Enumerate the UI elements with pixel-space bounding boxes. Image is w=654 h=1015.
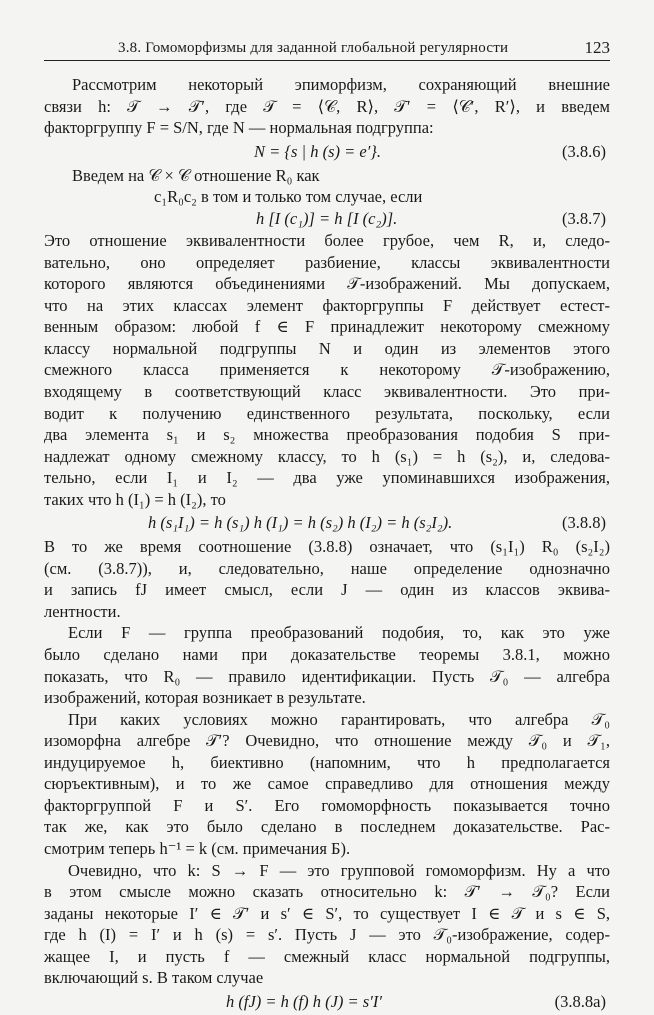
- equation-formula: h (s₁I₁) = h (s₁) h (I₁) = h (s₂) h (I₂) = h (s₂I₂).: [148, 513, 453, 533]
- text-line: Введем на 𝒞 × 𝒞 отношение R₀ как: [72, 165, 320, 185]
- equation-3-8-8a: [44, 989, 610, 1015]
- text-line: сюръективным), и то же самое справедливо для отношения между: [44, 774, 610, 794]
- text-line: (см. (3.8.7)), и, следовательно, наше определение однозначно: [44, 558, 610, 578]
- text-line: Это отношение эквивалентности более грубое, чем R, и, следо-: [44, 231, 610, 251]
- text-line: так же, как это было сделано в последнем доказательстве. Рас-: [44, 817, 610, 837]
- text-line: Рассмотрим некоторый эпиморфизм, сохраняющий внешние: [72, 75, 610, 94]
- equation-formula: h [I (c₁)] = h [I (c₂)].: [256, 209, 398, 229]
- text-line: заданы некоторые I′ ∈ 𝒯′ и s′ ∈ S′, то существует I ∈ 𝒯 и s ∈ S,: [44, 903, 610, 923]
- text-line: входящему в соответствующий класс эквивалентности. Это при-: [44, 382, 610, 402]
- text-line: При каких условиях можно гарантировать, что алгебра 𝒯₀: [68, 709, 610, 729]
- text-line: где h (I) = I′ и h (s) = s′. Пусть J — это 𝒯₀-изображение, содер-: [44, 925, 610, 945]
- text-line: два элемента s₁ и s₂ множества преобразования подобия S при-: [44, 425, 610, 445]
- text-line: индуцируемое h, биективно (напомним, что h предполагается: [44, 752, 610, 772]
- text-line: изображений, которая возникает в результате.: [44, 688, 366, 708]
- text-line: которого являются объединениями 𝒯-изображений. Мы допускаем,: [44, 274, 610, 294]
- text-line: что на этих классах элемент факторгруппы F действует естест-: [44, 295, 610, 315]
- equation-3-8-7-condition: [44, 186, 610, 208]
- text-line: включающий s. В таком случае: [44, 968, 264, 988]
- page-number: 123: [584, 38, 610, 57]
- text-line: Очевидно, что k: S → F — это групповой гомоморфизм. Ну а что: [68, 860, 610, 880]
- equation-3-8-8: [44, 510, 610, 536]
- text-line: Если F — группа преобразований подобия, то, как это уже: [68, 623, 610, 643]
- text-line: тельно, если I₁ и I₂ — два уже упоминавшихся изображения,: [44, 468, 610, 488]
- text-line: В то же время соотношение (3.8.8) означает, что (s₁I₁) R₀ (s₂I₂): [44, 537, 610, 557]
- text-line: факторгруппу F = S/N, где N — нормальная подгруппа:: [44, 118, 434, 138]
- equation-number: (3.8.8a): [554, 991, 606, 1011]
- text-line: надлежат одному смежному классу, то h (s₁) = h (s₂), и, следова-: [44, 446, 610, 466]
- text-line: показать, что R₀ — правило идентификации. Пусть 𝒯₀ — алгебра: [44, 666, 610, 686]
- text-line: связи h: 𝒯 → 𝒯′, где 𝒯 = ⟨𝒞, R⟩, 𝒯′ = ⟨𝒞′, R′⟩, и введем: [44, 96, 610, 116]
- text-line: таких что h (I₁) = h (I₂), то: [44, 489, 226, 509]
- text-line: венным образом: любой f ∈ F принадлежит некоторому смежному: [44, 317, 610, 337]
- text-line: изоморфна алгебре 𝒯′? Очевидно, что отношение между 𝒯₀ и 𝒯₁,: [44, 731, 610, 751]
- text-line: в этом смысле можно сказать относительно k: 𝒯′ → 𝒯₀? Если: [44, 882, 610, 902]
- text-line: и запись fJ имеет смысл, если J — один из классов эквива-: [44, 580, 610, 600]
- page-header: [44, 36, 610, 61]
- equation-number: (3.8.7): [562, 209, 606, 229]
- running-title: 3.8. Гомоморфизмы для заданной глобальной регулярности: [118, 40, 509, 56]
- equation-number: (3.8.6): [562, 141, 606, 161]
- text-line: вательно, оно определяет разбиение, классы эквивалентности: [44, 252, 610, 272]
- equation-number: (3.8.8): [562, 513, 606, 533]
- equation-formula: N = {s | h (s) = e′}.: [254, 141, 382, 161]
- equation-3-8-6: [44, 139, 610, 165]
- text-line: лентности.: [44, 601, 121, 621]
- text-line: водит к получению единственного результата, поскольку, если: [44, 403, 610, 423]
- page-body: [44, 74, 610, 1015]
- equation-3-8-7: [44, 208, 610, 230]
- equation-condition: c₁R₀c₂ в том и только том случае, если: [154, 187, 423, 207]
- text-line: было сделано нами при доказательстве теоремы 3.8.1, можно: [44, 645, 610, 665]
- equation-formula: h (fJ) = h (f) h (J) = s′I′: [226, 991, 382, 1011]
- text-line: факторгруппой F и S′. Его гомоморфность показывается точно: [44, 795, 610, 815]
- text-line: классу нормальной подгруппы N и один из элементов этого: [44, 338, 610, 358]
- text-line: жащее I, и пусть f — смежный класс нормальной подгруппы,: [44, 946, 610, 966]
- text-line: смежного класса применяется к некоторому 𝒯-изображению,: [44, 360, 610, 380]
- text-line: смотрим теперь h⁻¹ = k (см. примечания Б).: [44, 838, 351, 858]
